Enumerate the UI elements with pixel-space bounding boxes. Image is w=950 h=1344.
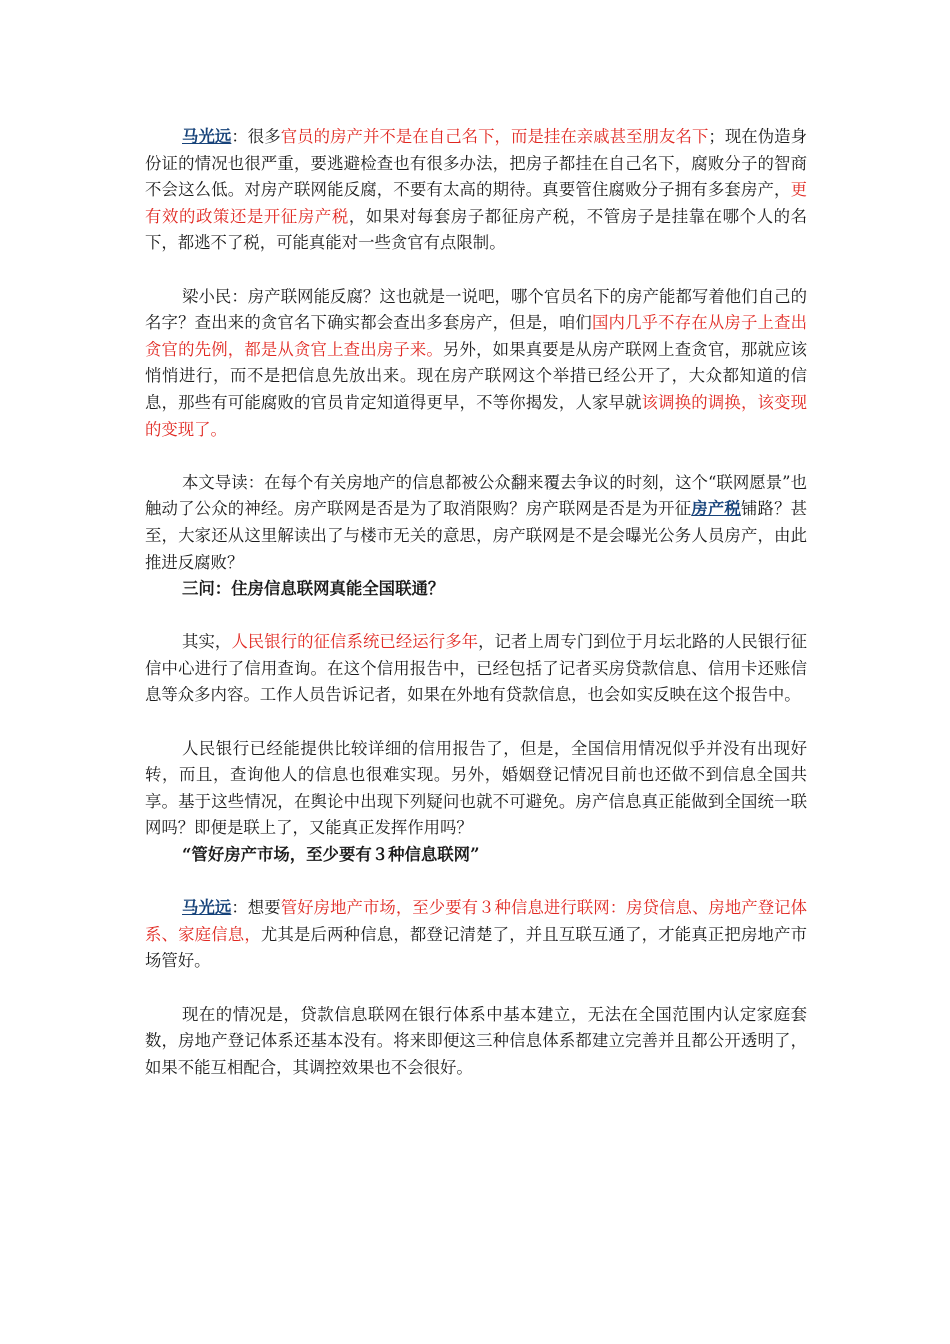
highlighted-text: 管好房地产市场，至少要有３种信息进行联网：房贷信息、房地产登记体系、家庭信息， xyxy=(145,898,808,944)
paragraph-ma-guangyuan-2 xyxy=(145,895,807,975)
paragraph-article-intro xyxy=(145,470,807,576)
keyword-link[interactable]: 马光远 xyxy=(182,127,232,146)
text-run: ：想要 xyxy=(231,898,281,918)
text-run: 人民银行已经能提供比较详细的信用报告了，但是，全国信用情况似乎并没有出现好转，而且，查询他人的信息也很难实现。另外，婚姻登记情况目前也还做不到信息全国共享。基于这些情况，在舆论中出现下列疑问也就不可避免。房产信息真正能做到全国统一联网吗？即便是联上了，又能真正发挥作用吗？ xyxy=(145,738,807,838)
text-run: “管好房产市场，至少要有３种信息联网” xyxy=(182,845,480,865)
paragraph-credit-system xyxy=(145,629,807,709)
text-run: 三问：住房信息联网真能全国联通？ xyxy=(182,579,445,599)
text-run: 尤其是后两种信息，都登记清楚了，并且互联互通了，才能真正把房地产市场管好。 xyxy=(145,924,808,971)
highlighted-text: 官员的房产并不是在自己名下，而是挂在亲戚甚至朋友名下 xyxy=(280,127,709,146)
section-heading-three-questions xyxy=(145,576,807,603)
keyword-link[interactable]: 房产税 xyxy=(691,499,741,519)
paragraph-liang-xiaomin xyxy=(145,284,807,444)
text-run: ，如果对每套房子都征房产税，不管房子是挂靠在哪个人的名下，都逃不了税，可能真能对一些贪官有点限制。 xyxy=(145,206,808,253)
highlighted-text: 国内几乎不存在从房子上查出贪官的先例，都是从贪官上查出房子来。 xyxy=(145,313,808,359)
highlighted-text: 更有效的政策还是开征房产税 xyxy=(145,180,807,226)
text-run: 其实， xyxy=(182,632,232,652)
document-page xyxy=(145,124,807,1081)
text-run: ，记者上周专门到位于月坛北路的人民银行征信中心进行了信用查询。在这个信用报告中，已经包括了记者买房贷款信息、信用卡还账信息等众多内容。工作人员告诉记者，如果在外地有贷款信息，也会如实反映在这个报告中。 xyxy=(145,632,808,705)
text-run: ：很多 xyxy=(231,127,281,146)
text-run: 另外，如果真要是从房产联网上查贪官，那就应该悄悄进行，而不是把信息先放出来。现在房产联网这个举措已经公开了，大众都知道的信息，那些有可能腐败的官员肯定知道得更早，不等你揭发，人家早就 xyxy=(145,339,808,412)
section-heading-three-info-networks xyxy=(145,842,807,869)
highlighted-text: 人民银行的征信系统已经运行多年 xyxy=(231,632,479,652)
paragraph-ma-guangyuan-1 xyxy=(145,124,807,257)
text-run: 梁小民：房产联网能反腐？这也就是一说吧，哪个官员名下的房产能都写着他们自己的名字？查出来的贪官名下确实都会查出多套房产，但是，咱们 xyxy=(145,286,807,333)
text-run: 铺路？甚至，大家还从这里解读出了与楼市无关的意思，房产联网是不是会曝光公务人员房产，由此推进反腐败？ xyxy=(145,499,808,572)
text-run: 现在的情况是，贷款信息联网在银行体系中基本建立，无法在全国范围内认定家庭套数，房地产登记体系还基本没有。将来即便这三种信息体系都建立完善并且都公开透明了，如果不能互相配合，其调控效果也不会很好。 xyxy=(145,1004,807,1077)
paragraph-current-situation xyxy=(145,1002,807,1082)
text-run: ；现在伪造身份证的情况也很严重，要逃避检查也有很多办法，把房子都挂在自己名下，腐败分子的智商不会这么低。对房产联网能反腐，不要有太高的期待。真要管住腐败分子拥有多套房产， xyxy=(145,127,808,200)
highlighted-text: 该调换的调换，该变现的变现了。 xyxy=(145,392,808,439)
text-run: 本文导读：在每个有关房地产的信息都被公众翻来覆去争议的时刻，这个“联网愿景”也触动了公众的神经。房产联网是否是为了取消限购？房产联网是否是为开征 xyxy=(145,472,807,519)
paragraph-credit-report xyxy=(145,736,807,842)
keyword-link[interactable]: 马光远 xyxy=(182,898,232,918)
